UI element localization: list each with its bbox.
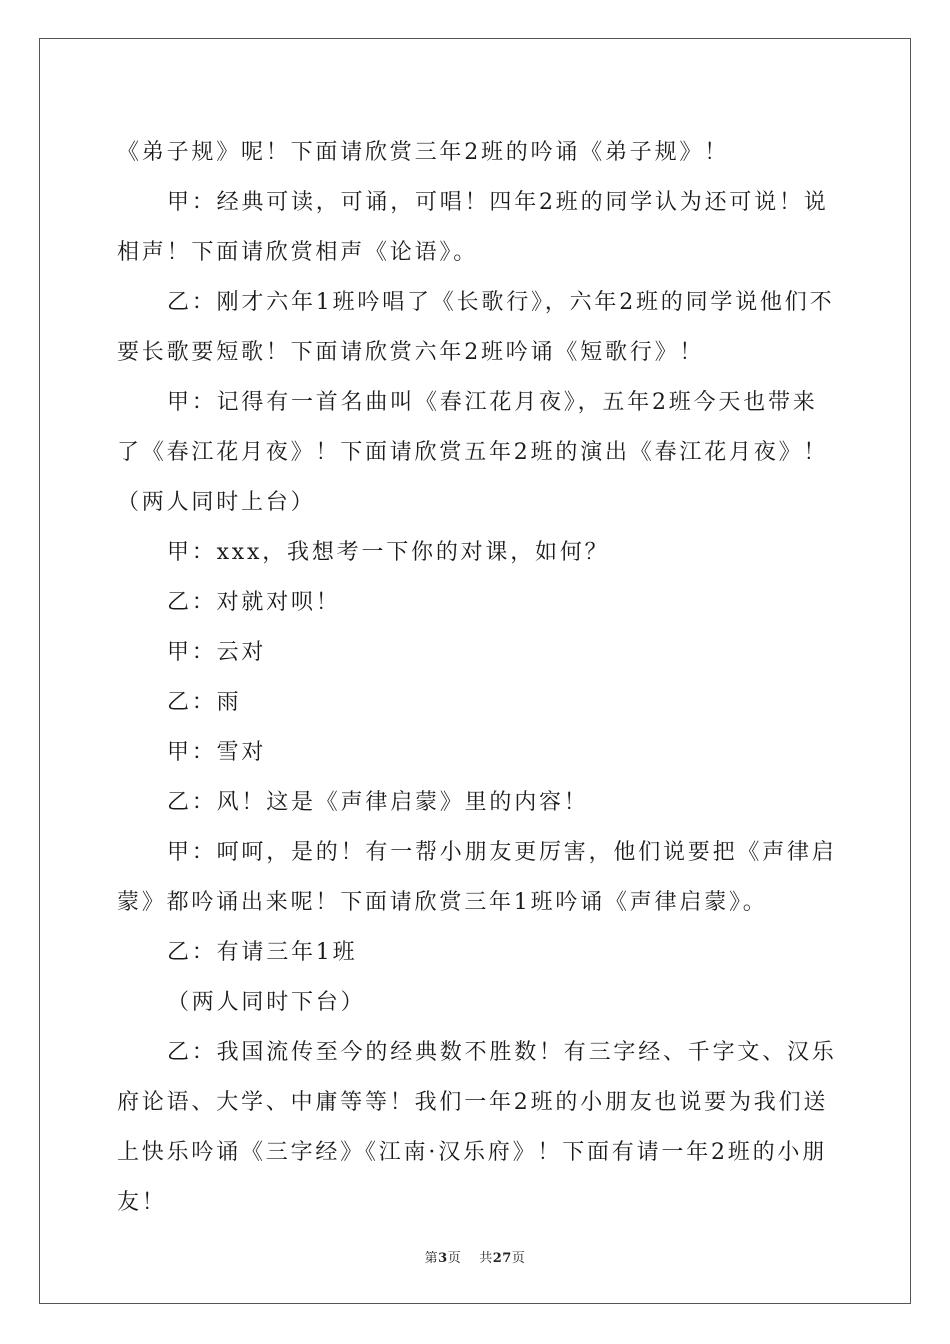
paragraph-11: 甲：呵呵，是的！有一帮小朋友更厉害，他们说要把《声律启蒙》都吟诵出来呢！下面请欣赏三年1班吟诵《声律启蒙》。 bbox=[117, 840, 837, 915]
footer-total-suffix: 页 bbox=[511, 1251, 526, 1266]
footer-total-prefix: 共 bbox=[479, 1251, 493, 1266]
document-body bbox=[117, 128, 839, 1228]
paragraph-4: 甲：记得有一首名曲叫《春江花月夜》，五年2班今天也带来了《春江花月夜》！下面请欣赏五年2班的演出《春江花月夜》！（两人同时上台） bbox=[117, 390, 829, 515]
paragraph-5: 甲：xxx，我想考一下你的对课，如何？ bbox=[167, 540, 610, 565]
paragraph-2: 甲：经典可读，可诵，可唱！四年2班的同学认为还可说！说相声！下面请欣赏相声《论语》。 bbox=[117, 190, 829, 265]
footer-total-pages: 27 bbox=[492, 1251, 512, 1266]
footer-page-suffix: 页 bbox=[447, 1251, 462, 1266]
paragraph-14: 乙：我国流传至今的经典数不胜数！有三字经、千字文、汉乐府论语、大学、中庸等等！我们一年2班的小朋友也说要为我们送上快乐吟诵《三字经》《江南·汉乐府》！下面有请一年2班的小朋友！ bbox=[117, 1040, 837, 1215]
paragraph-7: 甲：云对 bbox=[167, 640, 267, 665]
paragraph-6: 乙：对就对呗！ bbox=[167, 590, 341, 615]
paragraph-8: 乙：雨 bbox=[167, 690, 242, 715]
paragraph-1: 《弟子规》呢！下面请欣赏三年2班的吟诵《弟子规》！ bbox=[117, 140, 729, 165]
footer-page-prefix: 第 bbox=[424, 1251, 439, 1266]
page-footer bbox=[0, 1247, 950, 1266]
paragraph-9: 甲：雪对 bbox=[167, 740, 267, 765]
paragraph-10: 乙：风！这是《声律启蒙》里的内容！ bbox=[167, 790, 589, 815]
paragraph-13: （两人同时下台） bbox=[167, 990, 366, 1015]
footer-page-number: 3 bbox=[438, 1251, 448, 1266]
paragraph-12: 乙：有请三年1班 bbox=[167, 940, 358, 965]
paragraph-3: 乙：刚才六年1班吟唱了《长歌行》，六年2班的同学说他们不要长歌要短歌！下面请欣赏六年2班吟诵《短歌行》！ bbox=[117, 290, 835, 365]
